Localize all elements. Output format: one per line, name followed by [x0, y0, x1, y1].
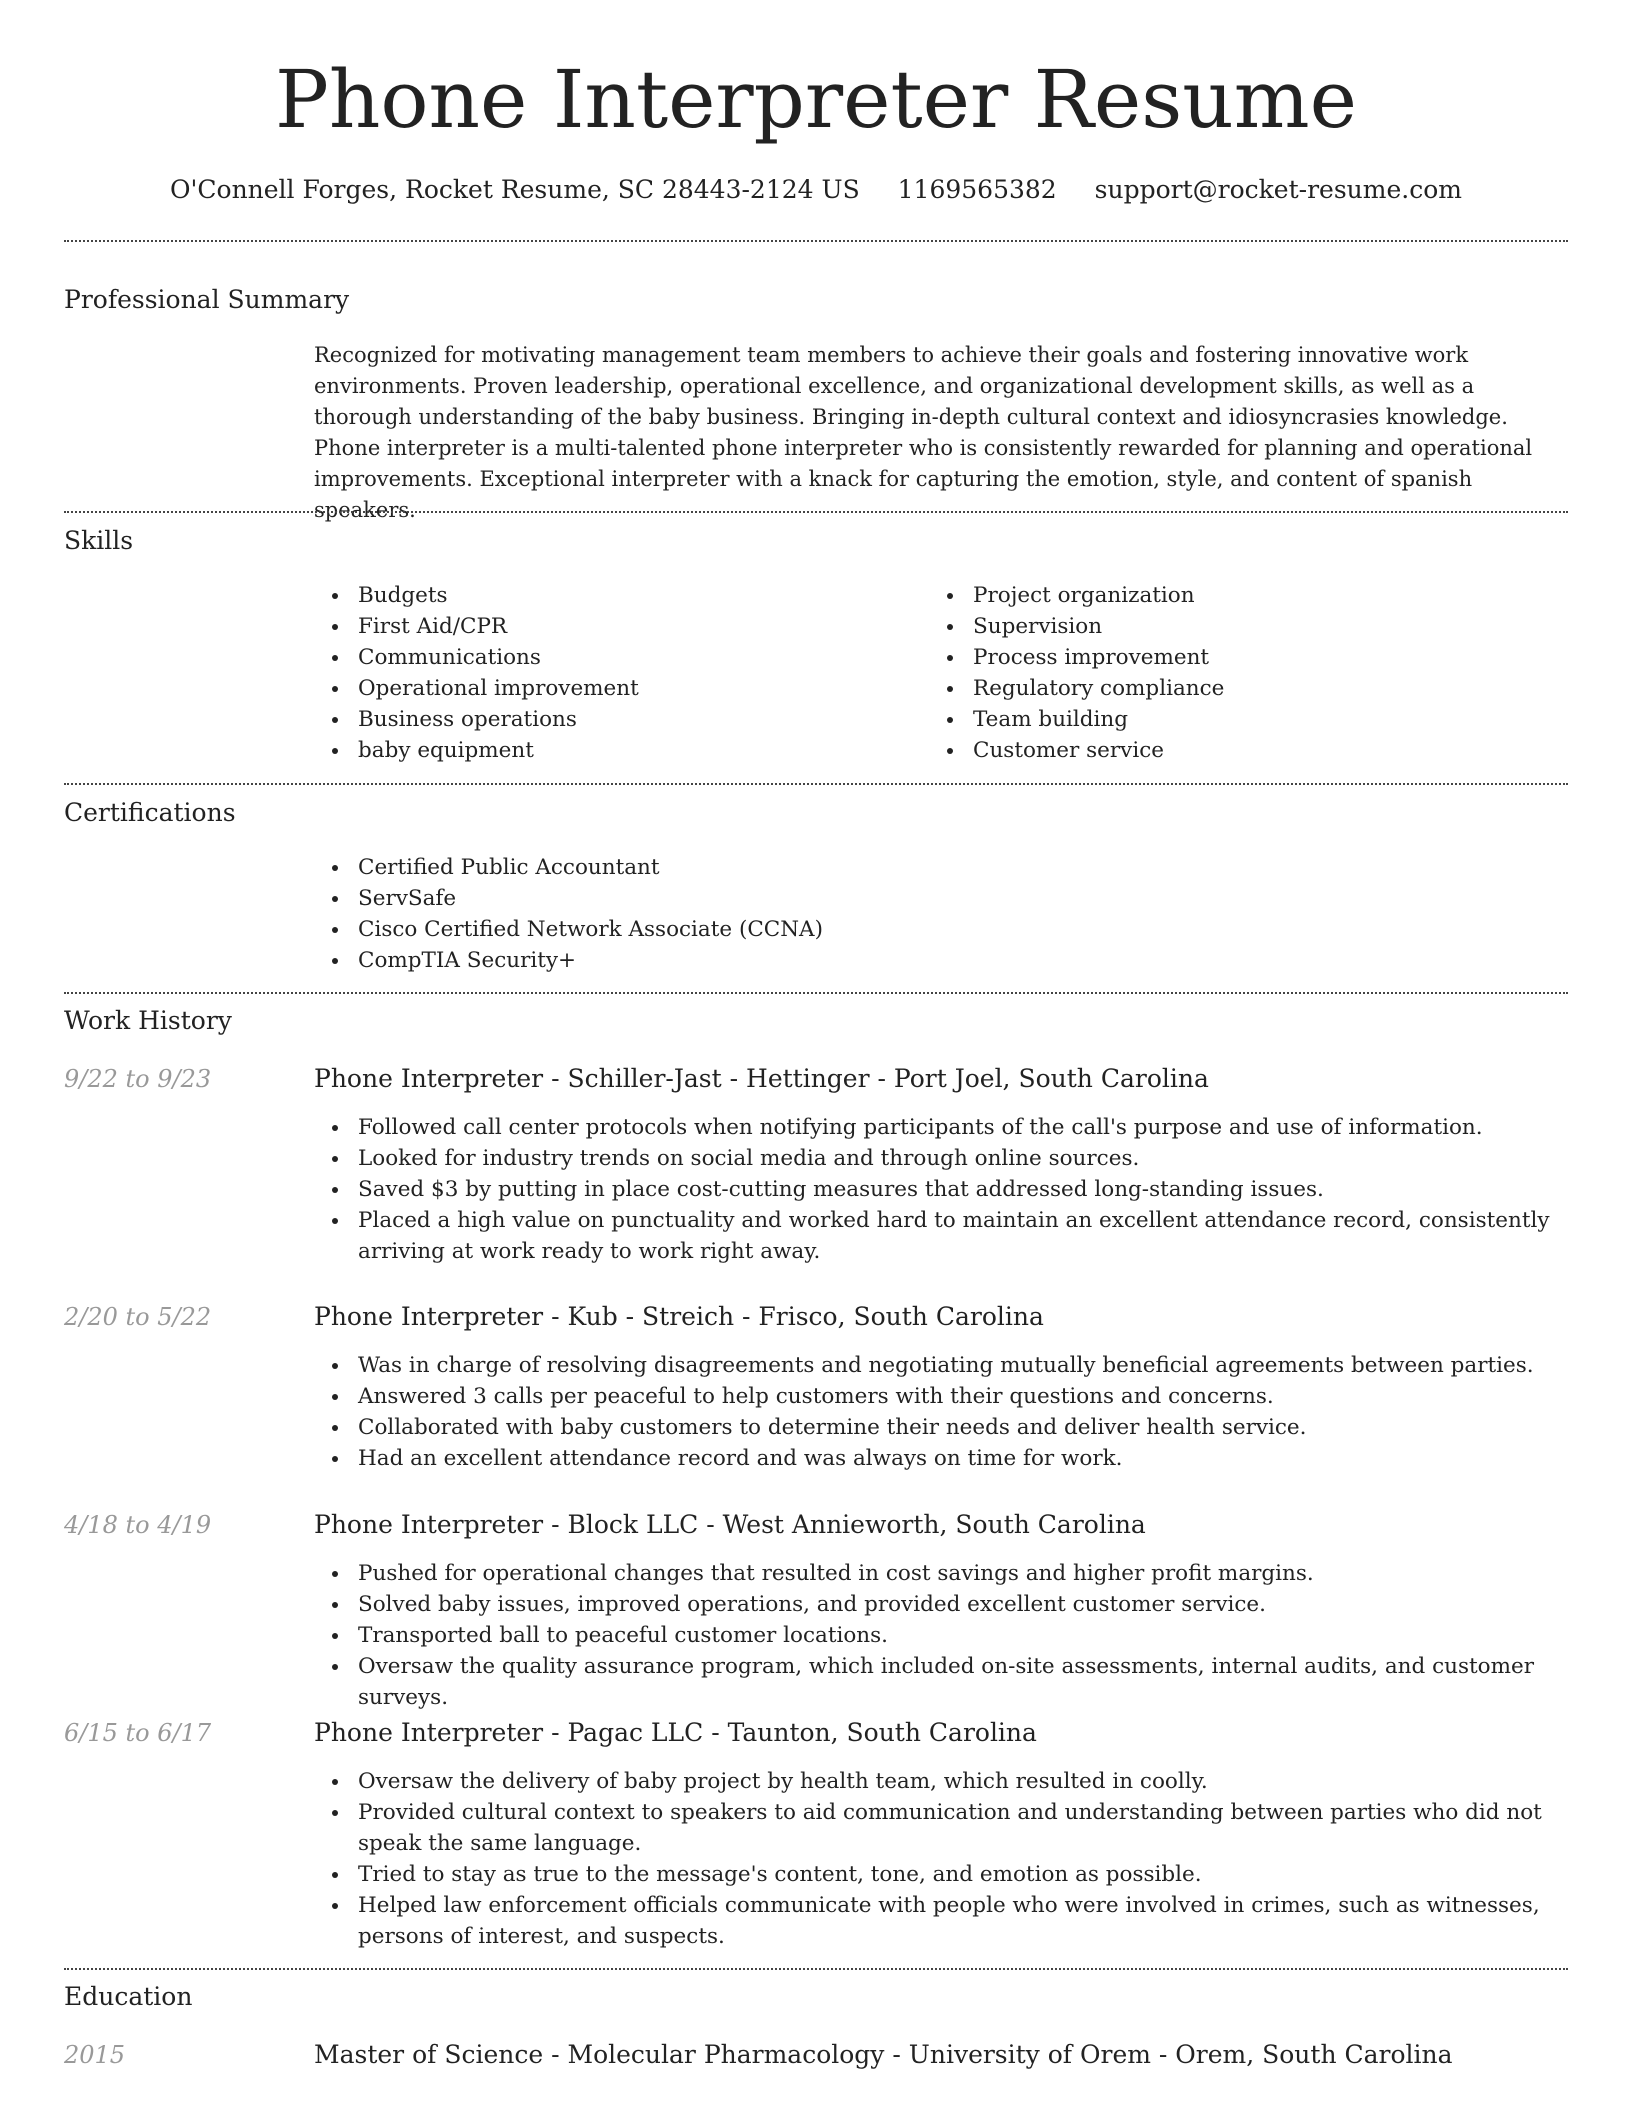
section-divider [64, 783, 1568, 785]
job-title: Phone Interpreter - Block LLC - West Annieworth, South Carolina [314, 1510, 1146, 1539]
list-item: Collaborated with baby customers to determine their needs and deliver health service. [314, 1412, 1570, 1443]
section-title-summary: Professional Summary [64, 285, 350, 314]
job-dates: 6/15 to 6/17 [64, 1719, 212, 1747]
list-item: Project organization [929, 580, 1549, 611]
list-item: Was in charge of resolving disagreements and negotiating mutually beneficial agreements between parties. [314, 1350, 1570, 1381]
skills-list-right [929, 580, 1549, 766]
list-item: Looked for industry trends on social media and through online sources. [314, 1143, 1570, 1174]
contact-address: O'Connell Forges, Rocket Resume, SC 28443-2124 US [170, 175, 860, 204]
list-item: Process improvement [929, 642, 1549, 673]
list-item: baby equipment [314, 735, 914, 766]
list-item: Certified Public Accountant [314, 852, 1564, 883]
list-item: Answered 3 calls per peaceful to help customers with their questions and concerns. [314, 1381, 1570, 1412]
contact-phone: 1169565382 [897, 175, 1057, 204]
section-title-skills: Skills [64, 526, 134, 555]
resume-title: Phone Interpreter Resume [275, 53, 1357, 146]
contact-line [0, 170, 1632, 210]
job-bullets [314, 1350, 1570, 1474]
list-item: Oversaw the delivery of baby project by health team, which resulted in coolly. [314, 1766, 1570, 1797]
job-title: Phone Interpreter - Kub - Streich - Frisco, South Carolina [314, 1302, 1044, 1331]
list-item: Transported ball to peaceful customer locations. [314, 1620, 1570, 1651]
job-dates: 4/18 to 4/19 [64, 1511, 212, 1539]
job-dates: 9/22 to 9/23 [64, 1065, 212, 1093]
section-divider [64, 511, 1568, 513]
summary-text: Recognized for motivating management team members to achieve their goals and fostering innovative work environments. Proven leadership, operational excellence, and organizational development skills, as well as a thorough understanding of the baby business. Bringing in-depth cultural context and idiosyncrasies knowledge. Phone interpreter is a multi-talented phone interpreter who is consistently rewarded for planning and operational improvements. Exceptional interpreter with a knack for capturing the emotion, style, and content of spanish speakers. [314, 343, 1533, 522]
list-item: Cisco Certified Network Associate (CCNA) [314, 914, 1564, 945]
list-item: Followed call center protocols when notifying participants of the call's purpose and use of information. [314, 1112, 1570, 1143]
job-title: Phone Interpreter - Pagac LLC - Taunton, South Carolina [314, 1718, 1037, 1747]
section-title-certifications: Certifications [64, 798, 236, 827]
contact-email: support@rocket-resume.com [1094, 175, 1462, 204]
section-divider [64, 992, 1568, 994]
education-degree: Master of Science - Molecular Pharmacology - University of Orem - Orem, South Carolina [314, 2040, 1453, 2069]
job-dates: 2/20 to 5/22 [64, 1303, 212, 1331]
list-item: Provided cultural context to speakers to aid communication and understanding between parties who did not speak the same language. [314, 1797, 1570, 1859]
list-item: Had an excellent attendance record and was always on time for work. [314, 1443, 1570, 1474]
section-divider [64, 240, 1568, 242]
list-item: Team building [929, 704, 1549, 735]
list-item: Customer service [929, 735, 1549, 766]
list-item: CompTIA Security+ [314, 945, 1564, 976]
list-item: Communications [314, 642, 914, 673]
section-title-work-history: Work History [64, 1006, 232, 1035]
certifications-list [314, 852, 1564, 976]
list-item: Business operations [314, 704, 914, 735]
list-item: Regulatory compliance [929, 673, 1549, 704]
section-title-education: Education [64, 1982, 193, 2011]
skills-list-left [314, 580, 914, 766]
list-item: Helped law enforcement officials communicate with people who were involved in crimes, such as witnesses, persons of interest, and suspects. [314, 1890, 1570, 1952]
list-item: Saved $3 by putting in place cost-cutting measures that addressed long-standing issues. [314, 1174, 1570, 1205]
list-item: Supervision [929, 611, 1549, 642]
education-year: 2015 [64, 2041, 126, 2069]
list-item: Operational improvement [314, 673, 914, 704]
list-item: ServSafe [314, 883, 1564, 914]
list-item: Budgets [314, 580, 914, 611]
list-item: First Aid/CPR [314, 611, 914, 642]
section-divider [64, 1968, 1568, 1970]
job-bullets [314, 1766, 1570, 1952]
list-item: Placed a high value on punctuality and worked hard to maintain an excellent attendance record, consistently arriving at work ready to work right away. [314, 1205, 1570, 1267]
list-item: Tried to stay as true to the message's content, tone, and emotion as possible. [314, 1859, 1570, 1890]
job-bullets [314, 1112, 1570, 1267]
list-item: Pushed for operational changes that resulted in cost savings and higher profit margins. [314, 1558, 1570, 1589]
job-title: Phone Interpreter - Schiller-Jast - Hettinger - Port Joel, South Carolina [314, 1064, 1209, 1093]
list-item: Oversaw the quality assurance program, which included on-site assessments, internal audits, and customer surveys. [314, 1651, 1570, 1713]
list-item: Solved baby issues, improved operations, and provided excellent customer service. [314, 1589, 1570, 1620]
job-bullets [314, 1558, 1570, 1713]
